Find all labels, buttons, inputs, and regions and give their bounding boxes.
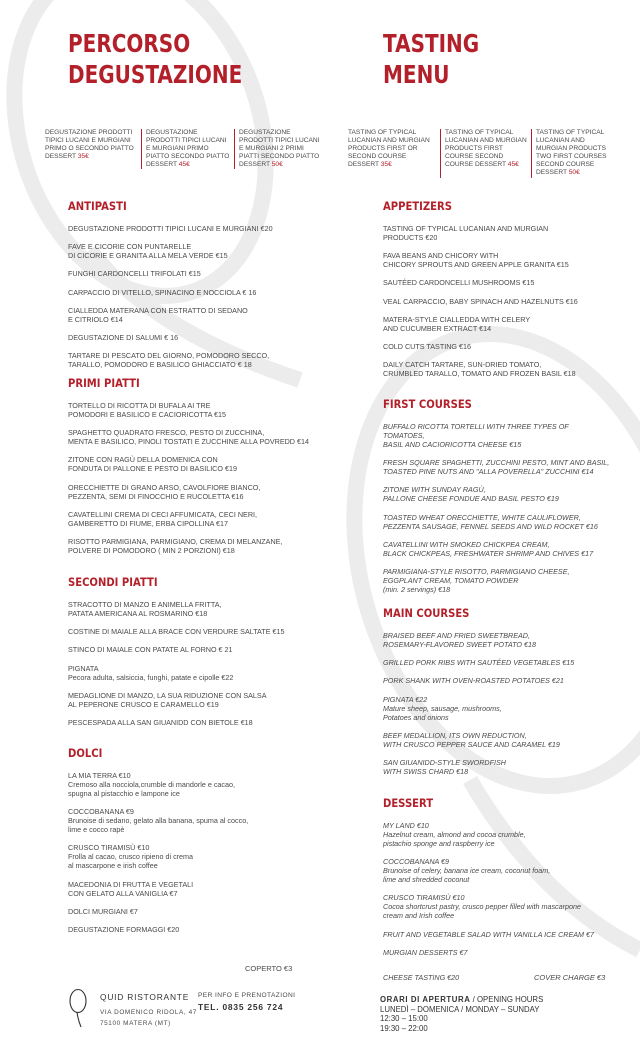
menu-item: [383, 631, 574, 649]
tasting-menu-price: 35€: [380, 161, 392, 169]
menu-item-name: STRACOTTO DI MANZO E ANIMELLA FRITTA, PATATA AMERICANA AL ROSMARINO €18: [68, 600, 222, 618]
menu-item: [383, 758, 574, 776]
menu-item-name: DEGUSTAZIONE PRODOTTI TIPICI LUCANI E MURGIANI €20: [68, 224, 273, 233]
menu-item-name: CRUSCO TIRAMISÙ €10: [383, 893, 465, 903]
menu-item-name: CAVATELLINI CREMA DI CECI AFFUMICATA, CECI NERI, GAMBERETTO DI FIUME, ERBA CIPOLLINA €17: [68, 509, 258, 528]
menu-item-name: BRAISED BEEF AND FRIED SWEETBREAD, ROSEMARY-FLAVORED SWEET POTATO €18: [383, 631, 536, 649]
menu-item: [383, 297, 578, 306]
menu-item-name: DEGUSTAZIONE FORMAGGI €20: [68, 924, 180, 934]
menu-item-name: ZITONE CON RAGÙ DELLA DOMENICA CON FONDUTA DI PALLONE E PESTO DI BASILICO €19: [68, 455, 237, 474]
tasting-menus-english: [348, 129, 614, 178]
menu-item: [68, 880, 248, 898]
menu-item-name: DAILY CATCH TARTARE, SUN-DRIED TOMATO, CRUMBLED TARALLO, TOMATO AND FROZEN BASIL €18: [383, 360, 576, 379]
tasting-menu-1: [348, 129, 440, 178]
menu-item: [383, 893, 594, 920]
menu-item: [383, 676, 574, 685]
menu-item-description: Frolla al cacao, crusco ripieno di crema al mascarpone e irish coffee: [68, 852, 194, 871]
menu-item-name: CIALLEDDA MATERANA CON ESTRATTO DI SEDANO E CITRIOLO €14: [68, 305, 248, 324]
info-label: PER INFO E PRENOTAZIONI: [198, 992, 296, 999]
menu-item: [68, 306, 273, 324]
tasting-menu-text: TASTING OF TYPICAL LUCANIAN AND MURGIAN PRODUCTS FIRST OR SECOND COURSE DESSERT: [348, 129, 430, 169]
menu-item-name: CAVATELLINI WITH SMOKED CHICKPEA CREAM, BLACK CHICKPEAS, FRESHWATER SHRIMP AND CHIVES €17: [383, 539, 594, 558]
menu-item: [68, 242, 273, 260]
menu-item-name: STINCO DI MAIALE CON PATATE AL FORNO € 21: [68, 645, 233, 655]
menu-item-description: Mature sheep, sausage, mushrooms, Potatoes and onions: [383, 703, 502, 722]
menu-item-name: SPAGHETTO QUADRATO FRESCO, PESTO DI ZUCCHINA, MENTA E BASILICO, PINOLI TOSTATI E ZUCCHINE ALLA POVREDD €14: [68, 428, 309, 447]
section-dessert: [383, 796, 594, 966]
tasting-menu-text: DEGUSTAZIONE PRODOTTI TIPICI LUCANI E MURGIANI PRIMO PIATTO SECONDO PIATTO DESSERT: [146, 129, 230, 169]
menu-item: [68, 333, 273, 342]
menu-item: [383, 251, 578, 269]
menu-item: [68, 455, 309, 473]
menu-item-name: MY LAND €10: [383, 821, 429, 830]
hours-title: ORARI DI APERTURA: [380, 995, 471, 1004]
menu-item: [383, 948, 594, 957]
tasting-menu-price: 35€: [77, 153, 89, 161]
tasting-menu-2: [440, 129, 531, 178]
menu-item: [68, 925, 248, 934]
section-secondi-piatti: [68, 575, 284, 736]
hours-slot-dinner: 19:30 – 22:00: [380, 1023, 428, 1033]
menu-item: [383, 540, 610, 558]
menu-item-name: PIGNATA: [68, 663, 99, 673]
menu-item: [68, 664, 284, 682]
menu-item: [68, 288, 273, 297]
menu-item-description: Brunoise of celery, banana ice cream, coconut foam, lime and shredded coconut: [383, 866, 551, 885]
menu-item-name: BEEF MEDALLION, ITS OWN REDUCTION, WITH CRUSCO PEPPER SAUCE AND CARAMEL €19: [383, 730, 560, 749]
hours-days: LUNEDÌ – DOMENICA / MONDAY – SUNDAY: [380, 1004, 540, 1014]
menu-item: [68, 600, 284, 618]
tasting-menu-price: 50€: [568, 169, 580, 177]
menu-item-name: PORK SHANK WITH OVEN-ROASTED POTATOES €21: [383, 676, 564, 686]
restaurant-name: QUID RISTORANTE: [100, 992, 190, 1002]
section-title: MAIN COURSES: [383, 606, 470, 620]
menu-item-name: TASTING OF TYPICAL LUCANIAN AND MURGIAN PRODUCTS €20: [383, 224, 549, 242]
quid-q-logo-icon: [68, 988, 90, 1028]
menu-item: [68, 843, 248, 870]
page-title-english: [383, 28, 479, 90]
menu-item: [383, 930, 594, 939]
page-title-italian: [68, 28, 242, 90]
menu-item-name: COCCOBANANA €9: [383, 857, 450, 867]
menu-item-name: LA MIA TERRA €10: [68, 771, 131, 780]
menu-item: [68, 907, 248, 916]
section-title: DESSERT: [383, 796, 434, 810]
tasting-menus-italian: [45, 129, 325, 169]
section-title: SECONDI PIATTI: [68, 575, 158, 589]
tasting-menu-3: [531, 129, 614, 178]
menu-item: [68, 691, 284, 709]
menu-item-name: GRILLED PORK RIBS WITH SAUTÉED VEGETABLES €15: [383, 658, 575, 668]
tasting-menu-1: [45, 129, 141, 169]
menu-item-name: BUFFALO RICOTTA TORTELLI WITH THREE TYPES OF TOMATOES, BASIL AND CACIORICOTTA CHEESE €15: [383, 422, 569, 449]
menu-item-name: VEAL CARPACCIO, BABY SPINACH AND HAZELNUTS €16: [383, 296, 578, 306]
menu-item-name: COCCOBANANA €9: [68, 807, 134, 817]
hours-slot-lunch: 12:30 – 15:00: [380, 1014, 428, 1023]
section-antipasti: [68, 199, 273, 378]
menu-item: [383, 513, 610, 531]
menu-item-name: DEGUSTAZIONE DI SALUMI € 16: [68, 332, 179, 342]
menu-item: [383, 458, 610, 476]
menu-item: [383, 857, 594, 884]
menu-item-name: FAVA BEANS AND CHICORY WITH CHICORY SPROUTS AND GREEN APPLE GRANITA €15: [383, 251, 569, 270]
menu-item: [68, 718, 284, 727]
hours-title-en: / OPENING HOURS: [470, 995, 544, 1004]
menu-item-name: PESCESPADA ALLA SAN GIUANIDD CON BIETOLE €18: [68, 717, 253, 727]
section-first-courses: [383, 397, 610, 603]
tasting-menu-text: DEGUSTAZIONE PRODOTTI TIPICI LUCANI E MURGIANI PRIMO O SECONDO PIATTO DESSERT: [45, 129, 134, 161]
cheese-tasting-label: CHEESE TASTING €20: [383, 973, 460, 982]
menu-item: [383, 278, 578, 287]
menu-item: [68, 224, 273, 233]
menu-item-name: TARTARE DI PESCATO DEL GIORNO, POMODORO SECCO, TARALLO, POMODORO E BASILICO GHIACCIATO € 18: [68, 351, 270, 370]
menu-item-description: Cocoa shortcrust pastry, crusco pepper filled with mascarpone cream and Irish coffee: [383, 902, 582, 921]
menu-item: [383, 658, 574, 667]
tasting-menu-3: [234, 129, 325, 169]
menu-item-name: MEDAGLIONE DI MANZO, LA SUA RIDUZIONE CON SALSA AL PEPERONE CRUSCO E CARAMELLO €19: [68, 690, 267, 709]
menu-item-description: Hazelnut cream, almond and cocoa crumble, pistachio sponge and raspberry ice: [383, 830, 526, 848]
menu-item: [68, 771, 248, 798]
menu-item-name: CRUSCO TIRAMISÙ €10: [68, 843, 150, 853]
tasting-menu-price: 50€: [271, 161, 283, 169]
menu-item: [383, 360, 578, 378]
opening-hours: [380, 995, 543, 1033]
section-appetizers: [383, 199, 578, 387]
menu-item-description: Cremoso alla nocciola,crumble di mandorle e cacao, spugna al pistacchio e lampone ice: [68, 780, 235, 798]
menu-item-name: SAN GIUANIDD-STYLE SWORDFISH WITH SWISS CHARD €18: [383, 757, 506, 776]
section-title: DOLCI: [68, 746, 103, 760]
menu-item: [68, 428, 309, 446]
section-main-courses: [383, 606, 574, 785]
menu-item: [68, 483, 309, 501]
menu-item-name: ZITONE WITH SUNDAY RAGÙ, PALLONE CHEESE FONDUE AND BASIL PESTO €19: [383, 485, 559, 504]
menu-item-description: Pecora adulta, salsiccia, funghi, patate e cipolle €22: [68, 672, 234, 682]
menu-item-name: MACEDONIA DI FRUTTA E VEGETALI CON GELATO ALLA VANIGLIA €7: [68, 879, 194, 898]
menu-item: [383, 485, 610, 503]
tasting-menu-text: TASTING OF TYPICAL LUCANIAN AND MURGIAN PRODUCTS FIRST COURSE SECOND COURSE DESSERT: [445, 129, 527, 169]
menu-item: [68, 645, 284, 654]
menu-item: [68, 269, 273, 278]
menu-item-name: PIGNATA €22: [383, 694, 428, 704]
menu-item: [383, 695, 574, 722]
tasting-menu-text: DEGUSTAZIONE PRODOTTI TIPICI LUCANI E MURGIANI 2 PRIMI PIATTI SECONDO PIATTO DESSERT: [239, 129, 320, 169]
menu-item: [68, 537, 309, 555]
menu-item-name: FAVE E CICORIE CON PUNTARELLE DI CICORIE E GRANITA ALLA MELA VERDE €15: [68, 242, 228, 261]
menu-item-name: FRESH SQUARE SPAGHETTI, ZUCCHINI PESTO, MINT AND BASIL, TOASTED PINE NUTS AND "ALLA POVERELLA" ZUCCHINI €14: [383, 458, 610, 477]
menu-item-description: Brunoise di sedano, gelato alla banana, spuma al cocco, lime e cocco rapè: [68, 816, 249, 835]
section-title: APPETIZERS: [383, 199, 452, 213]
menu-item: [383, 224, 578, 242]
menu-item: [383, 821, 594, 848]
menu-item: [383, 567, 610, 594]
menu-item-name: RISOTTO PARMIGIANA, PARMIGIANO, CREMA DI MELANZANE, POLVERE DI POMODORO ( MIN 2 PORZIONI) €18: [68, 536, 283, 555]
menu-item: [383, 731, 574, 749]
menu-item-name: TORTELLO DI RICOTTA DI BUFALA AI TRE POMODORI E BASILICO E CACIORICOTTA €15: [68, 401, 227, 419]
tasting-menu-2: [141, 129, 234, 169]
menu-item: [68, 807, 248, 834]
restaurant-address: VIA DOMENICO RIDOLA, 47 75100 MATERA (MT): [100, 1009, 197, 1027]
menu-item: [68, 401, 309, 419]
tasting-menu-price: 45€: [507, 161, 519, 169]
menu-item-name: COSTINE DI MAIALE ALLA BRACE CON VERDURE SALTATE €15: [68, 627, 285, 637]
menu-item: [68, 351, 273, 369]
title-line-2: MENU: [383, 60, 450, 89]
title-line-2: DEGUSTAZIONE: [68, 60, 243, 89]
section-dolci: [68, 746, 248, 943]
title-line-1: TASTING: [383, 29, 480, 58]
menu-item-name: PARMIGIANA-STYLE RISOTTO, PARMIGIANO CHEESE, EGGPLANT CREAM, TOMATO POWDER: [383, 566, 570, 585]
menu-item: [383, 315, 578, 333]
menu-item-name: DOLCI MURGIANI €7: [68, 906, 138, 916]
menu-item-name: MURGIAN DESSERTS €7: [383, 947, 468, 957]
menu-item-name: ORECCHIETTE DI GRANO ARSO, CAVOLFIORE BIANCO, PEZZENTA, SEMI DI FINOCCHIO E RUCOLETTA €16: [68, 482, 261, 501]
section-title: PRIMI PIATTI: [68, 376, 140, 390]
menu-item-name: CARPACCIO DI VITELLO, SPINACINO E NOCCIOLA € 16: [68, 287, 257, 297]
title-line-1: PERCORSO: [68, 29, 191, 58]
tasting-menu-text: TASTING OF TYPICAL LUCANIAN AND MURGIAN PRODUCTS TWO FIRST COURSES SECOND COURSE DESSERT: [536, 129, 607, 177]
menu-item-name: TOASTED WHEAT ORECCHIETTE, WHITE CAULIFLOWER, PEZZENTA SAUSAGE, FENNEL SEEDS AND WILD ROCKET €16: [383, 512, 598, 531]
menu-item: [68, 510, 309, 528]
menu-item-name: SAUTÉED CARDONCELLI MUSHROOMS €15: [383, 278, 535, 288]
section-primi-piatti: [68, 376, 309, 564]
menu-item-name: COLD CUTS TASTING €16: [383, 341, 472, 351]
menu-item-name: MATERA-STYLE CIALLEDDA WITH CELERY AND CUCUMBER EXTRACT €14: [383, 314, 531, 333]
cover-charge-label: COVER CHARGE €3: [534, 973, 606, 982]
menu-item: [68, 627, 284, 636]
coperto-label: COPERTO €3: [245, 964, 293, 973]
section-title: ANTIPASTI: [68, 199, 127, 213]
menu-item-name: FUNGHI CARDONCELLI TRIFOLATI €15: [68, 269, 201, 279]
menu-item-name: FRUIT AND VEGETABLE SALAD WITH VANILLA ICE CREAM €7: [383, 929, 595, 939]
phone-number[interactable]: TEL. 0835 256 724: [198, 1002, 284, 1012]
tasting-menu-price: 45€: [178, 161, 190, 169]
menu-item: [383, 342, 578, 351]
section-title: FIRST COURSES: [383, 397, 472, 411]
menu-item-description: (min. 2 servings) €18: [383, 584, 451, 594]
menu-item: [383, 422, 610, 449]
